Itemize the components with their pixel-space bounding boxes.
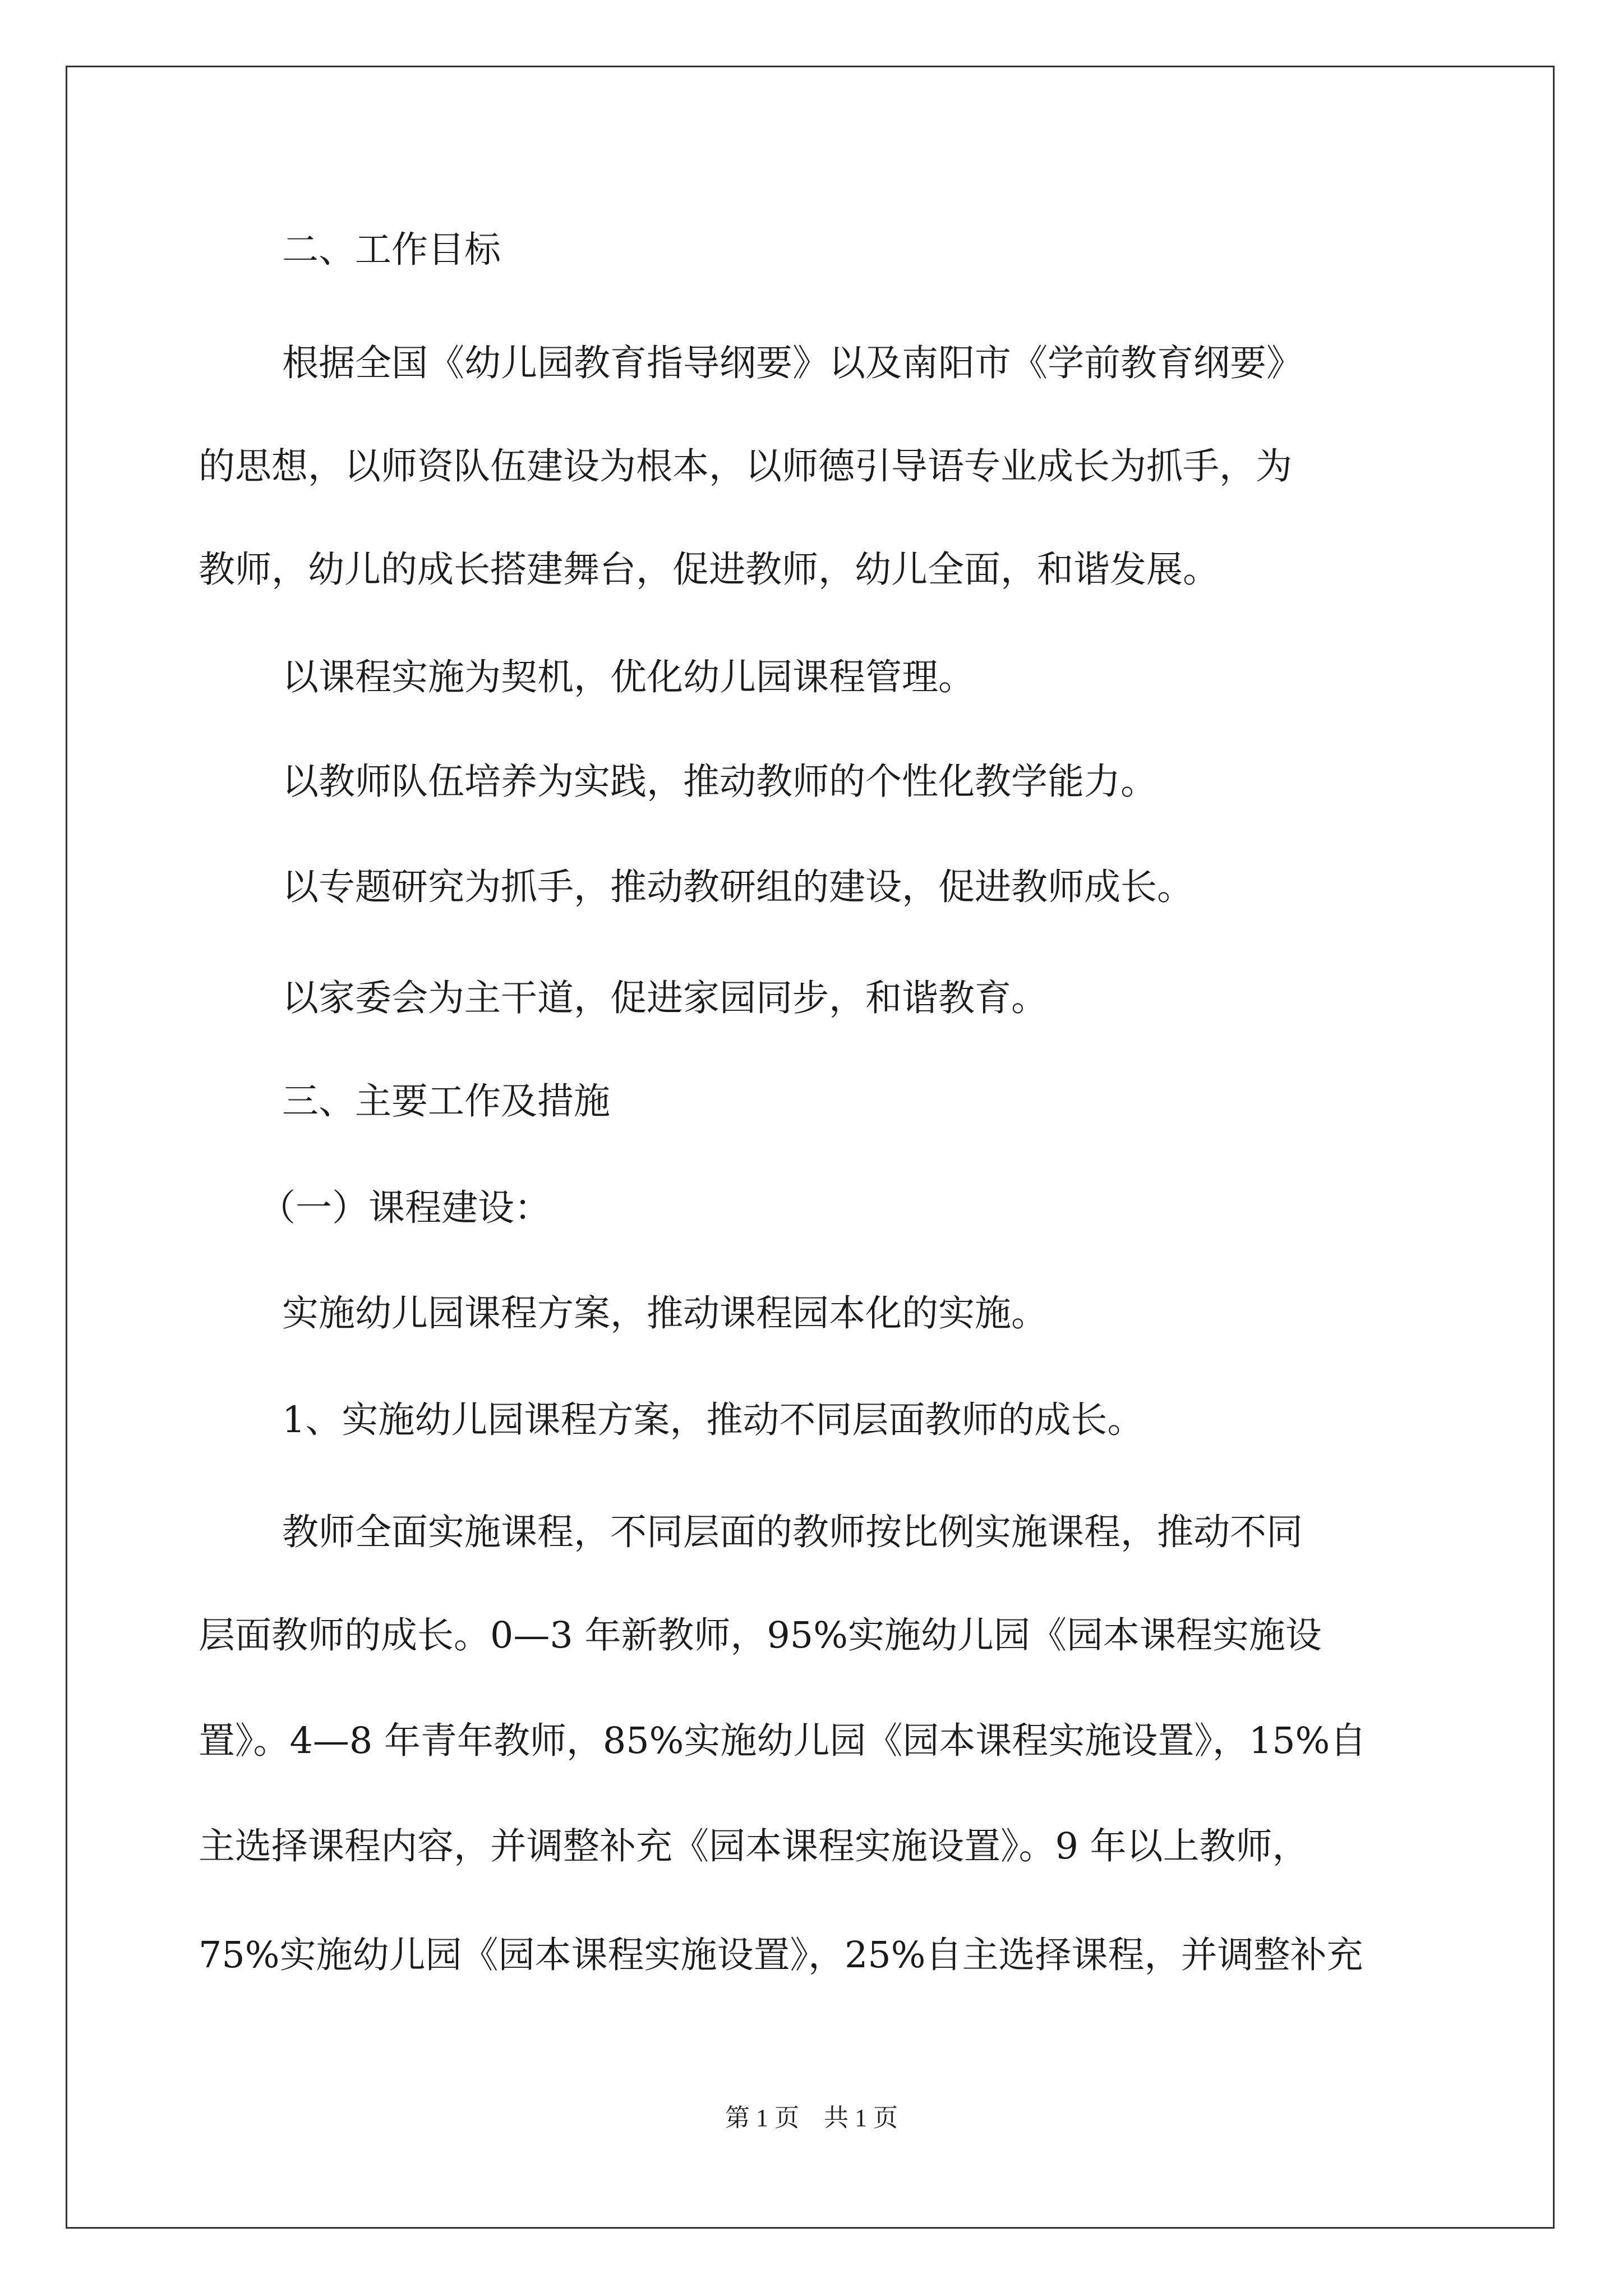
paragraph-line: 的思想，以师资队伍建设为根本，以师德引导语专业成长为抓手，为 — [199, 445, 1293, 487]
paragraph-line: 以家委会为主干道，促进家园同步，和谐教育。 — [282, 977, 1048, 1019]
paragraph-line: 75%实施幼儿园《园本课程实施设置》，25%自主选择课程，并调整补充 — [199, 1934, 1363, 1976]
paragraph-line: 实施幼儿园课程方案，推动课程园本化的实施。 — [282, 1292, 1048, 1335]
page-footer: 第 1 页 共 1 页 — [725, 2104, 898, 2132]
paragraph-line: 层面教师的成长。0—3 年新教师，95%实施幼儿园《园本课程实施设 — [199, 1614, 1322, 1657]
paragraph-line: 主选择课程内容，并调整补充《园本课程实施设置》。9 年以上教师， — [199, 1825, 1309, 1867]
paragraph-line: 以专题研究为抓手，推动教研组的建设，促进教师成长。 — [282, 866, 1194, 908]
subsection-heading: （一）课程建设： — [259, 1187, 551, 1229]
paragraph-line: 教师，幼儿的成长搭建舞台，促进教师，幼儿全面，和谐发展。 — [199, 549, 1220, 591]
paragraph-line: 教师全面实施课程，不同层面的教师按比例实施课程，推动不同 — [282, 1511, 1303, 1553]
paragraph-line: 根据全国《幼儿园教育指导纲要》以及南阳市《学前教育纲要》 — [282, 342, 1303, 384]
paragraph-line: 1、实施幼儿园课程方案，推动不同层面教师的成长。 — [282, 1399, 1144, 1441]
paragraph-line: 置》。4—8 年青年教师，85%实施幼儿园《园本课程实施设置》，15%自 — [199, 1720, 1367, 1762]
paragraph-line: 以教师队伍培养为实践，推动教师的个性化教学能力。 — [282, 761, 1158, 803]
section-heading: 三、主要工作及措施 — [282, 1080, 611, 1122]
paragraph-line: 以课程实施为契机，优化幼儿园课程管理。 — [282, 656, 975, 698]
section-heading: 二、工作目标 — [282, 229, 501, 271]
page-border — [66, 66, 1555, 2229]
